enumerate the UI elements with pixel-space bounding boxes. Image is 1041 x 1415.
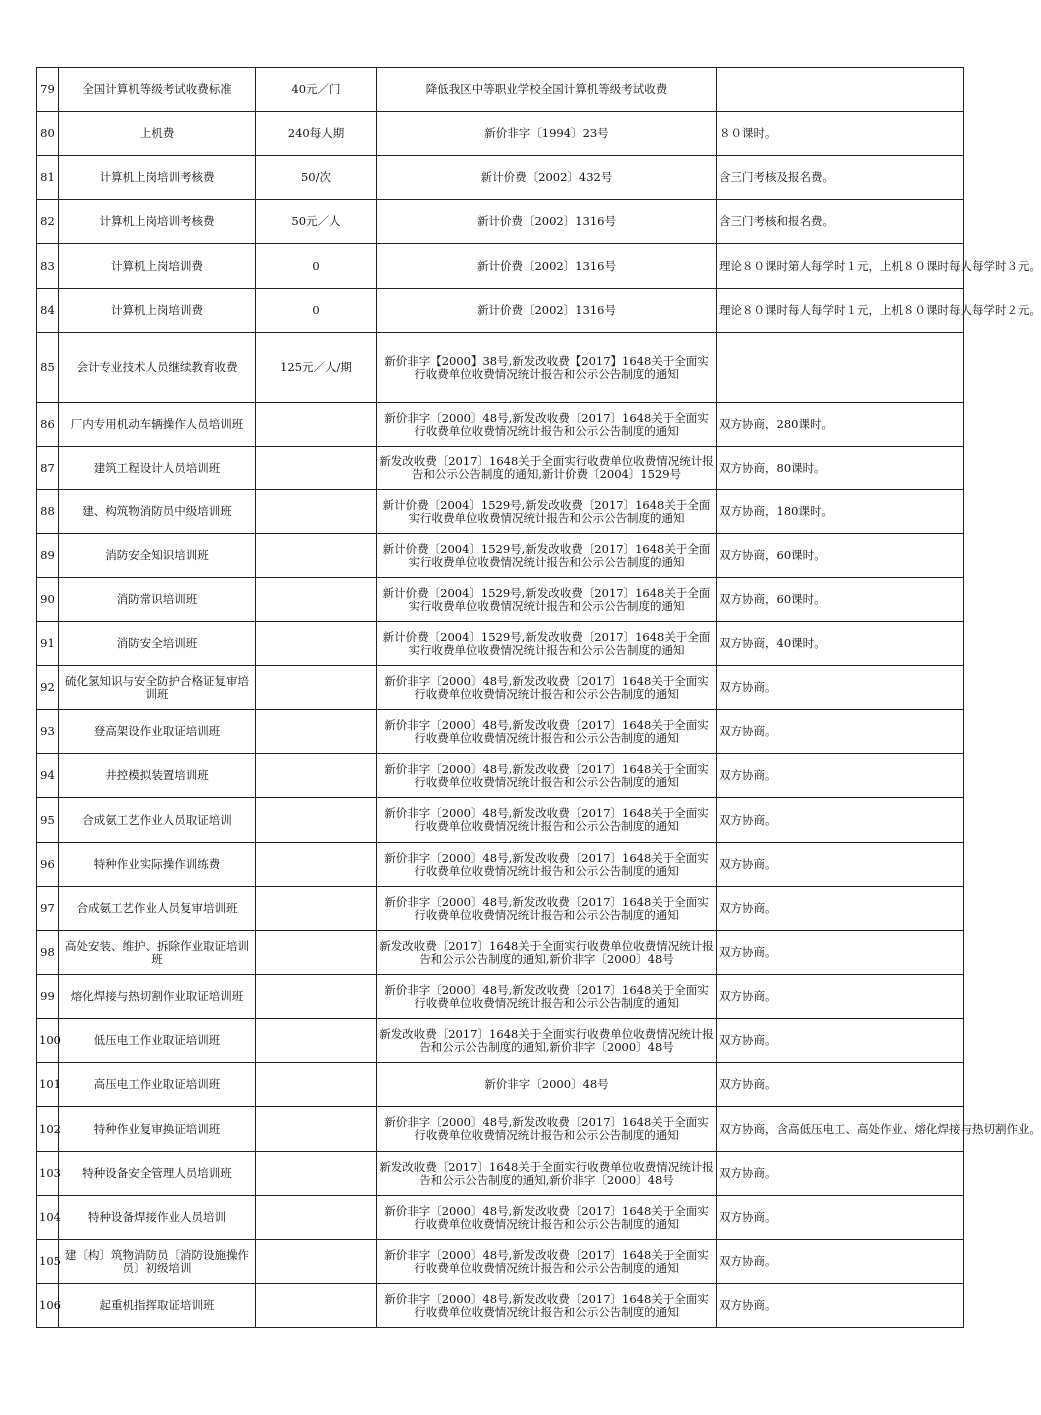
- fee-basis: 新计价费〔2004〕1529号,新发改收费〔2017〕1648关于全面实行收费单位收费情况统计报告和公示公告制度的通知: [377, 622, 717, 666]
- fee-note: 双方协商，含高低压电工、高处作业、熔化焊接与热切割作业。: [717, 1107, 964, 1152]
- fee-basis: 降低我区中等职业学校全国计算机等级考试收费: [377, 68, 717, 112]
- table-row: [37, 289, 964, 333]
- row-number: 84: [37, 289, 59, 333]
- table-row: [37, 244, 964, 289]
- row-number: 104: [37, 1196, 59, 1240]
- fee-note: [717, 68, 964, 112]
- fee-item-name: 厂内专用机动车辆操作人员培训班: [59, 403, 256, 447]
- row-number: 97: [37, 887, 59, 931]
- fee-standard: 50元／人: [256, 200, 377, 244]
- fee-basis: 新价非字〔2000〕48号,新发改收费〔2017〕1648关于全面实行收费单位收费情况统计报告和公示公告制度的通知: [377, 798, 717, 843]
- table-row: [37, 1240, 964, 1284]
- fee-item-name: 计算机上岗培训费: [59, 244, 256, 289]
- fee-basis: 新价非字〔2000〕48号,新发改收费〔2017〕1648关于全面实行收费单位收费情况统计报告和公示公告制度的通知: [377, 710, 717, 754]
- table-row: [37, 975, 964, 1019]
- fee-note: 双方协商。: [717, 887, 964, 931]
- fee-standard: [256, 798, 377, 843]
- fee-item-name: 高压电工作业取证培训班: [59, 1063, 256, 1107]
- fee-basis: 新价非字〔1994〕23号: [377, 112, 717, 156]
- fee-basis: 新价非字〔2000〕48号,新发改收费〔2017〕1648关于全面实行收费单位收费情况统计报告和公示公告制度的通知: [377, 843, 717, 887]
- table-row: [37, 578, 964, 622]
- fee-standard: 125元／人/期: [256, 333, 377, 403]
- fee-item-name: 熔化焊接与热切割作业取证培训班: [59, 975, 256, 1019]
- row-number: 98: [37, 931, 59, 975]
- fee-basis: 新发改收费〔2017〕1648关于全面实行收费单位收费情况统计报告和公示公告制度的通知,新价非字〔2000〕48号: [377, 931, 717, 975]
- fee-standard: [256, 1240, 377, 1284]
- fee-note: 双方协商。: [717, 975, 964, 1019]
- row-number: 93: [37, 710, 59, 754]
- table-row: [37, 666, 964, 710]
- table-row: [37, 1152, 964, 1196]
- fee-basis: 新价非字〔2000〕48号,新发改收费〔2017〕1648关于全面实行收费单位收费情况统计报告和公示公告制度的通知: [377, 1196, 717, 1240]
- fee-standard: [256, 931, 377, 975]
- fee-basis: 新计价费〔2002〕1316号: [377, 200, 717, 244]
- table-row: [37, 200, 964, 244]
- fee-item-name: 合成氨工艺作业人员取证培训: [59, 798, 256, 843]
- fee-basis: 新价非字〔2000〕48号,新发改收费〔2017〕1648关于全面实行收费单位收费情况统计报告和公示公告制度的通知: [377, 1284, 717, 1328]
- fee-standard: 240每人期: [256, 112, 377, 156]
- fee-standard: [256, 754, 377, 798]
- fee-table: [36, 67, 1041, 1328]
- fee-standard: [256, 534, 377, 578]
- fee-note: 双方协商。: [717, 710, 964, 754]
- fee-note: 双方协商。: [717, 1284, 964, 1328]
- fee-note: 双方协商，60课时。: [717, 534, 964, 578]
- row-number: 106: [37, 1284, 59, 1328]
- table-row: [37, 843, 964, 887]
- fee-standard: [256, 710, 377, 754]
- fee-note: 双方协商，280课时。: [717, 403, 964, 447]
- fee-item-name: 登高架设作业取证培训班: [59, 710, 256, 754]
- fee-standard: [256, 1107, 377, 1152]
- fee-item-name: 建筑工程设计人员培训班: [59, 447, 256, 490]
- row-number: 81: [37, 156, 59, 200]
- fee-item-name: 建、构筑物消防员中级培训班: [59, 490, 256, 534]
- row-number: 101: [37, 1063, 59, 1107]
- table-row: [37, 1284, 964, 1328]
- fee-standard: [256, 1063, 377, 1107]
- fee-note: 双方协商。: [717, 843, 964, 887]
- row-number: 86: [37, 403, 59, 447]
- fee-standard: [256, 1284, 377, 1328]
- fee-basis: 新价非字〔2000〕48号,新发改收费〔2017〕1648关于全面实行收费单位收费情况统计报告和公示公告制度的通知: [377, 403, 717, 447]
- row-number: 79: [37, 68, 59, 112]
- row-number: 88: [37, 490, 59, 534]
- fee-item-name: 特种设备安全管理人员培训班: [59, 1152, 256, 1196]
- row-number: 83: [37, 244, 59, 289]
- fee-item-name: 起重机指挥取证培训班: [59, 1284, 256, 1328]
- row-number: 91: [37, 622, 59, 666]
- fee-item-name: 特种作业实际操作训练费: [59, 843, 256, 887]
- table-row: [37, 931, 964, 975]
- fee-note: 双方协商，80课时。: [717, 447, 964, 490]
- fee-basis: 新价非字〔2000〕48号,新发改收费〔2017〕1648关于全面实行收费单位收费情况统计报告和公示公告制度的通知: [377, 975, 717, 1019]
- fee-basis: 新价非字【2000】38号,新发改收费【2017】1648关于全面实行收费单位收费情况统计报告和公示公告制度的通知: [377, 333, 717, 403]
- fee-item-name: 特种设备焊接作业人员培训: [59, 1196, 256, 1240]
- fee-basis: 新价非字〔2000〕48号: [377, 1063, 717, 1107]
- fee-note: 双方协商。: [717, 1152, 964, 1196]
- fee-item-name: 消防安全培训班: [59, 622, 256, 666]
- row-number: 95: [37, 798, 59, 843]
- fee-item-name: 上机费: [59, 112, 256, 156]
- fee-item-name: 计算机上岗培训考核费: [59, 200, 256, 244]
- fee-item-name: 硫化氢知识与安全防护合格证复审培训班: [59, 666, 256, 710]
- row-number: 89: [37, 534, 59, 578]
- fee-note: 双方协商，40课时。: [717, 622, 964, 666]
- row-number: 96: [37, 843, 59, 887]
- fee-standard: [256, 578, 377, 622]
- fee-basis: 新计价费〔2002〕1316号: [377, 289, 717, 333]
- row-number: 85: [37, 333, 59, 403]
- fee-basis: 新价非字〔2000〕48号,新发改收费〔2017〕1648关于全面实行收费单位收费情况统计报告和公示公告制度的通知: [377, 754, 717, 798]
- table-row: [37, 156, 964, 200]
- fee-note: 理论８０课时每人每学时１元，上机８０课时每人每学时２元。: [717, 289, 964, 333]
- fee-standard: 0: [256, 244, 377, 289]
- table-row: [37, 112, 964, 156]
- row-number: 90: [37, 578, 59, 622]
- fee-note: 理论８０课时第人每学时１元，上机８０课时每人每学时３元。: [717, 244, 964, 289]
- fee-item-name: 计算机上岗培训考核费: [59, 156, 256, 200]
- fee-standard: [256, 666, 377, 710]
- table-row: [37, 447, 964, 490]
- fee-note: 双方协商。: [717, 1240, 964, 1284]
- fee-basis: 新计价费〔2002〕432号: [377, 156, 717, 200]
- fee-item-name: 会计专业技术人员继续教育收费: [59, 333, 256, 403]
- fee-item-name: 低压电工作业取证培训班: [59, 1019, 256, 1063]
- fee-standard: [256, 490, 377, 534]
- table-row: [37, 798, 964, 843]
- fee-basis: 新价非字〔2000〕48号,新发改收费〔2017〕1648关于全面实行收费单位收费情况统计报告和公示公告制度的通知: [377, 1240, 717, 1284]
- fee-note: 双方协商，60课时。: [717, 578, 964, 622]
- fee-standard: [256, 1196, 377, 1240]
- row-number: 102: [37, 1107, 59, 1152]
- row-number: 87: [37, 447, 59, 490]
- fee-item-name: 全国计算机等级考试收费标准: [59, 68, 256, 112]
- row-number: 100: [37, 1019, 59, 1063]
- table-row: [37, 1107, 964, 1152]
- fee-basis: 新计价费〔2004〕1529号,新发改收费〔2017〕1648关于全面实行收费单位收费情况统计报告和公示公告制度的通知: [377, 578, 717, 622]
- fee-standard: [256, 975, 377, 1019]
- fee-standard: [256, 447, 377, 490]
- fee-note: 双方协商。: [717, 754, 964, 798]
- fee-standard: [256, 887, 377, 931]
- fee-standard: 40元／门: [256, 68, 377, 112]
- table-row: [37, 534, 964, 578]
- fee-note: 双方协商，180课时。: [717, 490, 964, 534]
- table-row: [37, 490, 964, 534]
- table-row: [37, 68, 964, 112]
- fee-note: 双方协商。: [717, 798, 964, 843]
- row-number: 82: [37, 200, 59, 244]
- table-row: [37, 622, 964, 666]
- fee-basis: 新价非字〔2000〕48号,新发改收费〔2017〕1648关于全面实行收费单位收费情况统计报告和公示公告制度的通知: [377, 666, 717, 710]
- table-row: [37, 1019, 964, 1063]
- fee-standard: [256, 403, 377, 447]
- table-row: [37, 333, 964, 403]
- row-number: 92: [37, 666, 59, 710]
- fee-standard: 50/次: [256, 156, 377, 200]
- table-row: [37, 754, 964, 798]
- fee-item-name: 井控模拟装置培训班: [59, 754, 256, 798]
- fee-standard: [256, 1019, 377, 1063]
- fee-note: ８０课时。: [717, 112, 964, 156]
- row-number: 80: [37, 112, 59, 156]
- fee-item-name: 消防常识培训班: [59, 578, 256, 622]
- table-row: [37, 710, 964, 754]
- row-number: 103: [37, 1152, 59, 1196]
- fee-standard: [256, 622, 377, 666]
- fee-note: 双方协商。: [717, 666, 964, 710]
- fee-basis: 新计价费〔2002〕1316号: [377, 244, 717, 289]
- fee-note: 含三门考核及报名费。: [717, 156, 964, 200]
- fee-basis: 新发改收费〔2017〕1648关于全面实行收费单位收费情况统计报告和公示公告制度的通知,新价非字〔2000〕48号: [377, 1019, 717, 1063]
- table-row: [37, 1196, 964, 1240]
- fee-standard: 0: [256, 289, 377, 333]
- fee-item-name: 高处安装、维护、拆除作业取证培训班: [59, 931, 256, 975]
- row-number: 99: [37, 975, 59, 1019]
- fee-note: 双方协商。: [717, 1063, 964, 1107]
- row-number: 105: [37, 1240, 59, 1284]
- table-row: [37, 403, 964, 447]
- table-row: [37, 1063, 964, 1107]
- fee-note: 双方协商。: [717, 1196, 964, 1240]
- fee-item-name: 计算机上岗培训费: [59, 289, 256, 333]
- table-row: [37, 887, 964, 931]
- fee-basis: 新价非字〔2000〕48号,新发改收费〔2017〕1648关于全面实行收费单位收费情况统计报告和公示公告制度的通知: [377, 1107, 717, 1152]
- row-number: 94: [37, 754, 59, 798]
- fee-standard: [256, 1152, 377, 1196]
- fee-basis: 新发改收费〔2017〕1648关于全面实行收费单位收费情况统计报告和公示公告制度的通知,新计价费〔2004〕1529号: [377, 447, 717, 490]
- fee-basis: 新价非字〔2000〕48号,新发改收费〔2017〕1648关于全面实行收费单位收费情况统计报告和公示公告制度的通知: [377, 887, 717, 931]
- fee-item-name: 合成氨工艺作业人员复审培训班: [59, 887, 256, 931]
- fee-item-name: 建〔构〕筑物消防员〔消防设施操作员〕初级培训: [59, 1240, 256, 1284]
- fee-note: 双方协商。: [717, 1019, 964, 1063]
- fee-note: 含三门考核和报名费。: [717, 200, 964, 244]
- fee-basis: 新发改收费〔2017〕1648关于全面实行收费单位收费情况统计报告和公示公告制度的通知,新价非字〔2000〕48号: [377, 1152, 717, 1196]
- fee-basis: 新计价费〔2004〕1529号,新发改收费〔2017〕1648关于全面实行收费单位收费情况统计报告和公示公告制度的通知: [377, 490, 717, 534]
- fee-note: 双方协商。: [717, 931, 964, 975]
- fee-note: [717, 333, 964, 403]
- fee-standard: [256, 843, 377, 887]
- fee-item-name: 特种作业复审换证培训班: [59, 1107, 256, 1152]
- fee-item-name: 消防安全知识培训班: [59, 534, 256, 578]
- fee-basis: 新计价费〔2004〕1529号,新发改收费〔2017〕1648关于全面实行收费单位收费情况统计报告和公示公告制度的通知: [377, 534, 717, 578]
